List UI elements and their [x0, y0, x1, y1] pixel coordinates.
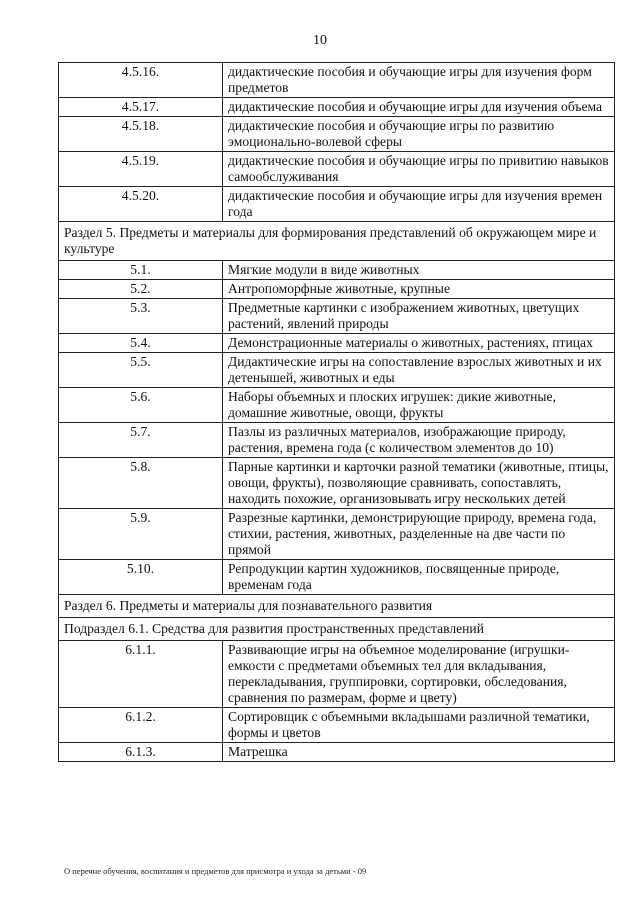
- table-row: [59, 152, 615, 187]
- table-row: [59, 63, 615, 98]
- table-body: [59, 63, 615, 762]
- item-description: дидактические пособия и обучающие игры для изучения времен года: [223, 187, 615, 222]
- item-number: 5.1.: [59, 261, 223, 280]
- table-row: [59, 388, 615, 423]
- table-row: [59, 98, 615, 117]
- item-number: 5.4.: [59, 334, 223, 353]
- item-number: 4.5.20.: [59, 187, 223, 222]
- table-row: [59, 458, 615, 509]
- table-row: [59, 509, 615, 560]
- table-row: [59, 187, 615, 222]
- item-number: 4.5.18.: [59, 117, 223, 152]
- table-row: [59, 560, 615, 595]
- item-description: Мягкие модули в виде животных: [223, 261, 615, 280]
- item-description: Антропоморфные животные, крупные: [223, 280, 615, 299]
- item-number: 5.10.: [59, 560, 223, 595]
- item-description: Пазлы из различных материалов, изображающие природу, растения, времена года (с количеством элементов до 10): [223, 423, 615, 458]
- item-number: 5.7.: [59, 423, 223, 458]
- item-description: Матрешка: [223, 743, 615, 762]
- section-row: [59, 222, 615, 261]
- item-description: Разрезные картинки, демонстрирующие природу, времена года, стихии, растения, животных, разделенные на две части по прямой: [223, 509, 615, 560]
- table-row: [59, 280, 615, 299]
- item-number: 4.5.16.: [59, 63, 223, 98]
- item-number: 5.2.: [59, 280, 223, 299]
- item-number: 5.3.: [59, 299, 223, 334]
- table-row: [59, 334, 615, 353]
- item-description: Парные картинки и карточки разной тематики (животные, птицы, овощи, фрукты), позволяющие сравнивать, сопоставлять, находить похожие, организовывать игру нескольких детей: [223, 458, 615, 509]
- item-number: 4.5.17.: [59, 98, 223, 117]
- table-row: [59, 708, 615, 743]
- section-heading: Раздел 6. Предметы и материалы для познавательного развития: [59, 595, 615, 618]
- item-number: 5.8.: [59, 458, 223, 509]
- footer-text: О перечне обучения, воспитания и предметов для присмотра и ухода за детьми - 09: [64, 866, 367, 876]
- item-number: 5.5.: [59, 353, 223, 388]
- section-heading: Подраздел 6.1. Средства для развития пространственных представлений: [59, 618, 615, 641]
- item-number: 4.5.19.: [59, 152, 223, 187]
- item-description: дидактические пособия и обучающие игры для изучения объема: [223, 98, 615, 117]
- item-description: Наборы объемных и плоских игрушек: дикие животные, домашние животные, овощи, фрукты: [223, 388, 615, 423]
- item-description: дидактические пособия и обучающие игры для изучения форм предметов: [223, 63, 615, 98]
- item-description: дидактические пособия и обучающие игры по привитию навыков самообслуживания: [223, 152, 615, 187]
- section-row: [59, 595, 615, 618]
- item-description: Демонстрационные материалы о животных, растениях, птицах: [223, 334, 615, 353]
- items-table: [58, 62, 615, 762]
- table-row: [59, 261, 615, 280]
- table-row: [59, 423, 615, 458]
- table-row: [59, 117, 615, 152]
- item-number: 5.6.: [59, 388, 223, 423]
- section-heading: Раздел 5. Предметы и материалы для формирования представлений об окружающем мире и культуре: [59, 222, 615, 261]
- item-description: дидактические пособия и обучающие игры по развитию эмоционально-волевой сферы: [223, 117, 615, 152]
- item-description: Сортировщик с объемными вкладышами различной тематики, формы и цветов: [223, 708, 615, 743]
- item-number: 5.9.: [59, 509, 223, 560]
- section-row: [59, 618, 615, 641]
- item-number: 6.1.2.: [59, 708, 223, 743]
- table-row: [59, 641, 615, 708]
- item-description: Предметные картинки с изображением животных, цветущих растений, явлений природы: [223, 299, 615, 334]
- item-description: Развивающие игры на объемное моделирование (игрушки-емкости с предметами объемных тел для вкладывания, перекладывания, группировки, сортировки, обследования, сравнения по размерам, форме и цвету): [223, 641, 615, 708]
- table-row: [59, 743, 615, 762]
- item-number: 6.1.3.: [59, 743, 223, 762]
- table-row: [59, 353, 615, 388]
- table-row: [59, 299, 615, 334]
- item-description: Дидактические игры на сопоставление взрослых животных и их детенышей, животных и еды: [223, 353, 615, 388]
- item-description: Репродукции картин художников, посвященные природе, временам года: [223, 560, 615, 595]
- page-number: 10: [313, 33, 327, 48]
- item-number: 6.1.1.: [59, 641, 223, 708]
